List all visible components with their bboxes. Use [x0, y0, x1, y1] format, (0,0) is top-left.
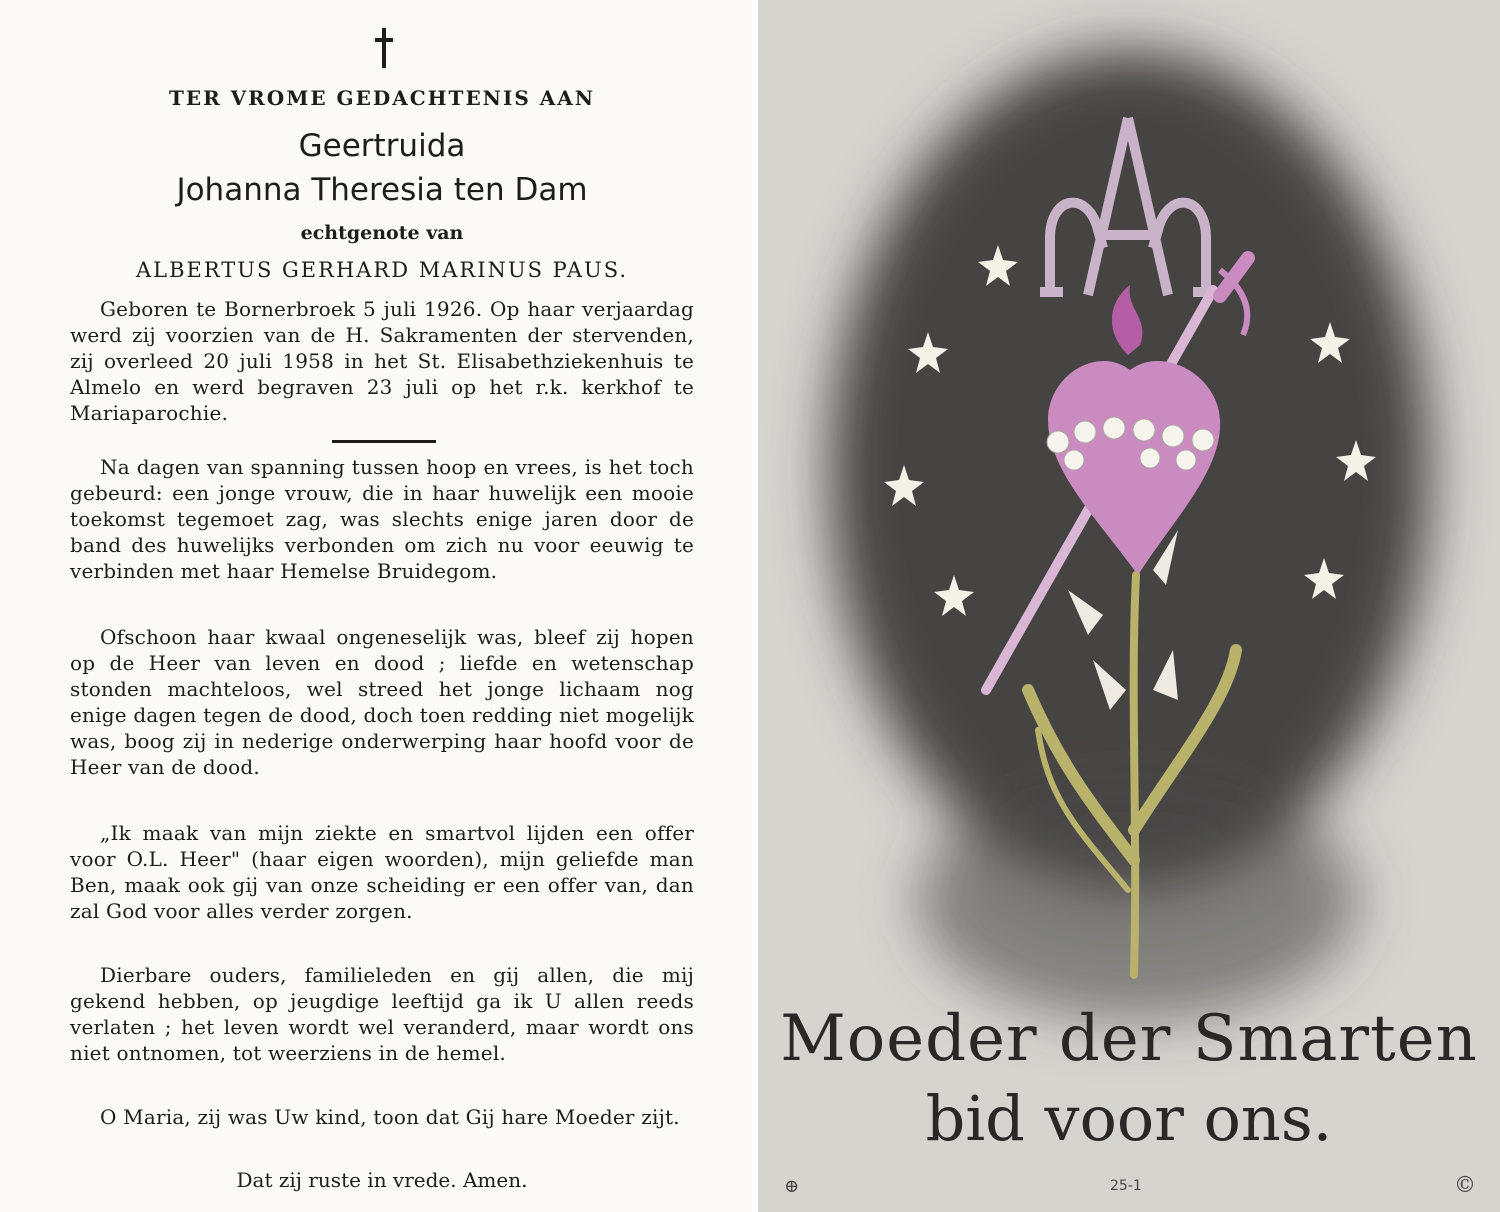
spouse-name: ALBERTUS GERHARD MARINUS PAUS. — [135, 258, 629, 282]
motto-line-2: bid voor ons. — [925, 1082, 1333, 1155]
deceased-first-name: Geertruida — [298, 128, 466, 164]
separator-rule — [332, 440, 436, 443]
closing-prayer: Dat zij ruste in vrede. Amen. — [236, 1168, 528, 1192]
quote-paragraph: „Ik maak van mijn ziekte en smartvol lijden een offer voor O.L. Heer" (haar eigen woorden), mijn geliefde man Ben, maak ook gij van onze scheiding er een offer van, dan zal God voor alles verder zorgen. — [70, 821, 694, 923]
deceased-full-name: Johanna Theresia ten Dam — [176, 172, 588, 208]
memorial-paragraph: Na dagen van spanning tussen hoop en vrees, is het toch gebeurd: een jonge vrouw, die in haar huwelijk een mooie toekomst tegemoet zag, was slechts enige jaren door de band des huwelijks verbonden om zich nu voor eeuwig te verbinden met haar Hemelse Bruidegom. — [70, 455, 694, 583]
memorial-paragraph: Ofschoon haar kwaal ongeneselijk was, bleef zij hopen op de Heer van leven en dood ; liefde en wetenschap stonden machteloos, wel streed het jonge lichaam nog enige dagen tegen de dood, doch toen redding niet mogelijk was, boog zij in nederige onderwerping haar hoofd voor de Heer van de dood. — [70, 625, 694, 779]
print-code: 25-1 — [1110, 1178, 1142, 1194]
prayer-card-image-side — [758, 0, 1500, 1212]
prayer-paragraph: O Maria, zij was Uw kind, toon dat Gij hare Moeder zijt. — [100, 1105, 680, 1129]
spouse-label: echtgenote van — [300, 222, 464, 244]
artist-mark: ⊕ — [784, 1176, 800, 1197]
memorial-heading: TER VROME GEDACHTENIS AAN — [168, 86, 596, 110]
cross-icon — [372, 26, 396, 70]
motto-line-1: Moeder der Smarten — [780, 1002, 1478, 1076]
publisher-mark: © — [1454, 1173, 1476, 1198]
farewell-paragraph: Dierbare ouders, familieleden en gij allen, die mij gekend hebben, op jeugdige leeftijd ga ik U allen reeds verlaten ; het leven wordt wel veranderd, maar wordt ons niet ontnomen, tot weerziens in de hemel. — [70, 963, 694, 1065]
biography-paragraph: Geboren te Bornerbroek 5 juli 1926. Op haar verjaardag werd zij voorzien van de H. Sakramenten der stervenden, zij overleed 20 juli 1958 in het St. Elisabethziekenhuis te Almelo en werd begraven 23 juli op het r.k. kerkhof te Mariaparochie. — [70, 297, 694, 425]
